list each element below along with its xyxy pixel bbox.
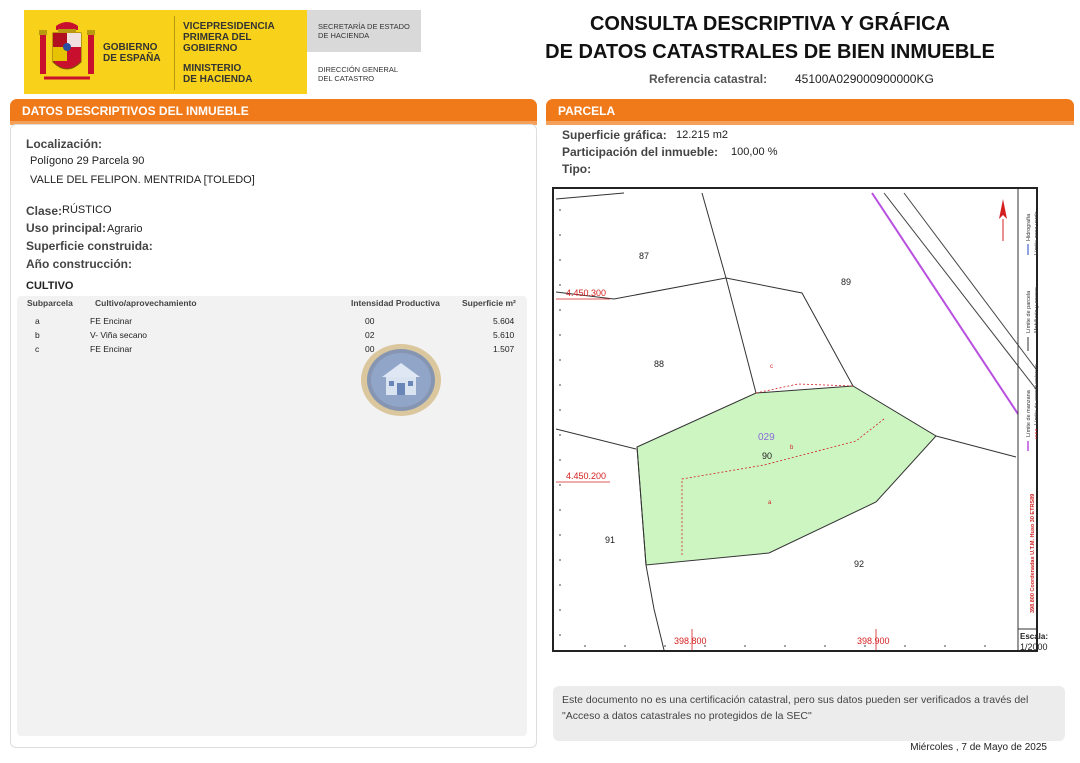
ano-construccion-label: Año construcción: [26,257,133,271]
col-cultivo: Cultivo/aprovechamiento [95,298,197,308]
parcel-88: 88 [654,359,665,369]
coord-x2: 398.900 [857,636,890,646]
referencia-catastral [649,72,934,86]
legend-hidrografia: Hidrografía [1026,213,1032,241]
localizacion-line1: Polígono 29 Parcela 90 [30,155,145,167]
parcel-89: 89 [841,277,852,287]
legend-limite-parcela: Límite de parcela [1026,290,1032,333]
title-line-1: CONSULTA DESCRIPTIVA Y GRÁFICA [589,13,951,35]
row-sub: b [35,330,40,340]
escala-value: 1/2000 [1020,642,1048,652]
row-cultivo: FE Encinar [90,344,133,354]
col-superficie: Superficie m² [462,298,516,308]
parcel-91: 91 [605,535,616,545]
disclaimer-note: Este documento no es una certificación catastral, pero sus datos pueden ser verificados a través del "Acceso a datos catastrales no protegidos de la SEC" [553,686,1065,741]
clase-label: Clase: [26,204,63,218]
ministerio-text: MINISTERIO DE HACIENDA [183,63,253,85]
row-intensidad: 00 [365,344,375,354]
parcel-90: 90 [762,451,773,461]
parcel-92: 92 [854,559,865,569]
secretaria-text: SECRETARÍA DE ESTADO DE HACIENDA [318,22,410,40]
coord-y2: 4.450.200 [566,471,607,481]
row-superficie: 5.604 [493,316,515,326]
uso-label: Uso principal: [26,221,107,235]
cadastral-map [552,187,1049,652]
participacion-value: 100,00 % [731,146,778,158]
ref-label: Referencia catastral: [649,72,768,86]
tab-parcela: PARCELA [546,99,1074,123]
legend-coordenadas: 398.800 Coordenadas U.T.M. Huso 30 ETRS89 [1030,493,1036,613]
cultivo-title: CULTIVO [26,280,74,292]
direccion-text: DIRECCIÓN GENERAL DEL CATASTRO [318,65,399,83]
coord-y1: 4.450.300 [566,288,607,298]
ref-value: 45100A029000900000KG [795,72,934,86]
legend-limite-construcciones: Límite de construcciones [1034,364,1040,425]
hydro-line [872,193,1018,414]
superficie-grafica-value: 12.215 m2 [676,129,728,141]
row-sub: a [35,316,40,326]
coord-x1: 398.800 [674,636,707,646]
cultivo-table [17,296,527,736]
parcel-87: 87 [639,251,650,261]
row-cultivo: FE Encinar [90,316,133,326]
superficie-construida-label: Superficie construida: [26,239,153,253]
logo-divider [174,16,175,90]
participacion-label: Participación del inmueble: [562,145,719,159]
vicepresidencia-text: VICEPRESIDENCIA PRIMERA DEL GOBIERNO [183,21,275,54]
escala-box [1020,631,1048,653]
catastro-logo [307,10,421,94]
tipo-label: Tipo: [562,162,592,176]
subparcel-c: c [770,364,773,370]
poligono-label: 029 [758,432,775,443]
subparcel-a: a [768,500,772,506]
superficie-grafica-label: Superficie gráfica: [562,128,667,142]
legend-limite-zona-verde: Límite zona verde [1034,211,1040,255]
row-intensidad: 00 [365,316,375,326]
localizacion-label: Localización: [26,137,103,151]
col-intensidad: Intensidad Productiva [351,298,440,308]
row-superficie: 5.610 [493,330,515,340]
uso-value: Agrario [107,223,143,235]
clase-value: RÚSTICO [62,204,112,216]
north-arrow-icon [999,199,1007,241]
row-cultivo: V- Viña secano [90,330,148,340]
row-superficie: 1.507 [493,344,515,354]
gobierno-logo [24,10,307,94]
document-title [520,10,1020,66]
title-line-2: DE DATOS CATASTRALES DE BIEN INMUEBLE [545,41,995,63]
row-sub: c [35,344,40,354]
subparcel-b: b [790,445,794,451]
legend-limite-manzana: Límite de manzana [1026,390,1032,437]
tab-datos-descriptivos: DATOS DESCRIPTIVOS DEL INMUEBLE [10,99,537,123]
coat-of-arms-icon [38,20,96,86]
catastro-seal-icon [360,343,442,418]
col-subparcela: Subparcela [27,298,73,308]
escala-label: Escala: [1020,632,1049,641]
document-date: Miércoles , 7 de Mayo de 2025 [910,742,1047,753]
localizacion-line2: VALLE DEL FELIPON. MENTRIDA [TOLEDO] [30,174,255,186]
row-intensidad: 02 [365,330,375,340]
gobierno-de-espana-text: GOBIERNO DE ESPAÑA [103,42,161,64]
legend-mobiliario: Mobiliario y aceras [1034,287,1040,333]
